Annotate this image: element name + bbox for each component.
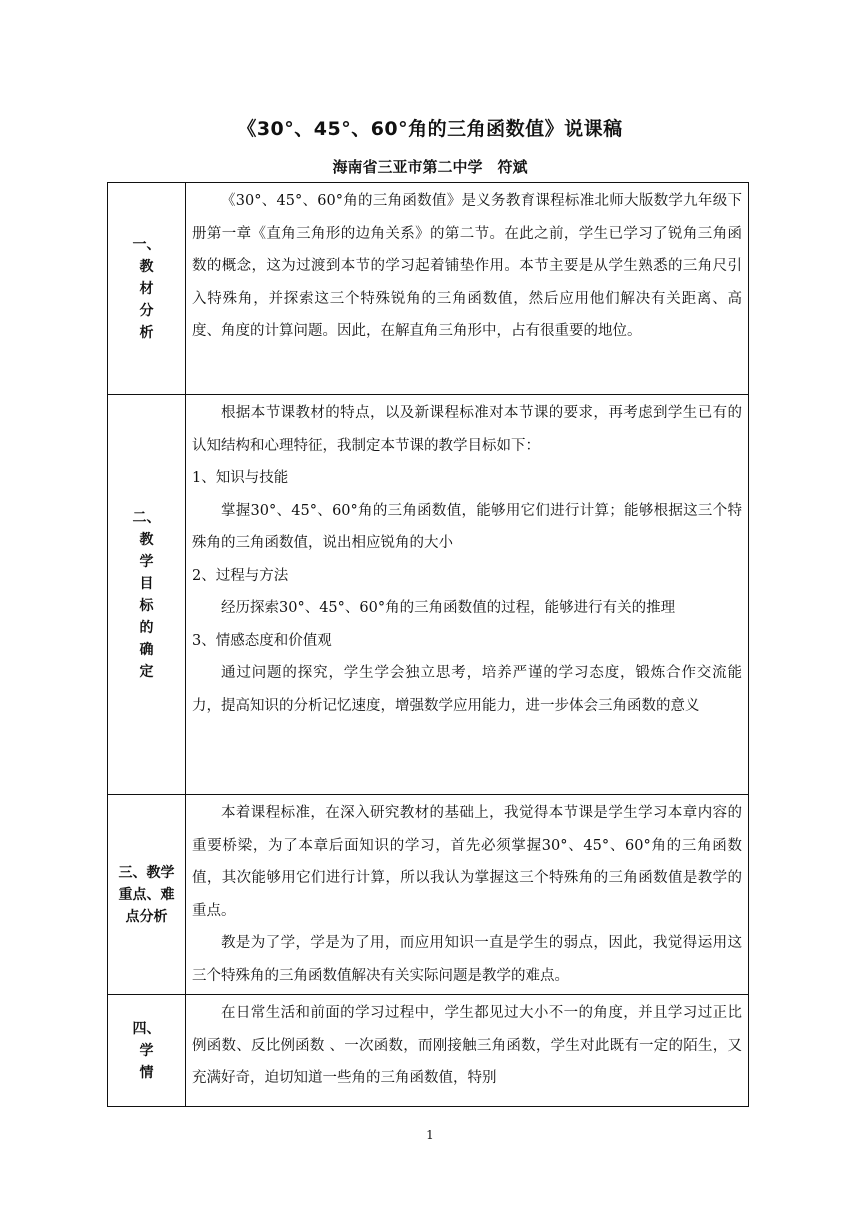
lesson-plan-table [107, 182, 749, 1107]
section-row-key-difficult-points [108, 795, 749, 995]
section-row-student-analysis [108, 995, 749, 1107]
section-row-textbook-analysis [108, 183, 749, 395]
paragraph: 掌握30°、45°、60°角的三角函数值，能够用它们进行计算；能够根据这三个特殊角的三角函数值，说出相应锐角的大小 [192, 502, 742, 551]
section-content [186, 395, 749, 795]
paragraph: 在日常生活和前面的学习过程中，学生都见过大小不一的角度，并且学习过正比例函数、反比例函数 、一次函数，而刚接触三角函数，学生对此既有一定的陌生，又充满好奇，迫切知道一些角的三角函数值，特别 [192, 1005, 742, 1086]
author-line: 海南省三亚市第二中学 符斌 [332, 158, 528, 176]
section-label: 四、 学 情 [108, 995, 186, 1107]
paragraph: 经历探索30°、45°、60°角的三角函数值的过程，能够进行有关的推理 [221, 600, 676, 616]
section-row-teaching-objectives [108, 395, 749, 795]
page-number: 1 [426, 1128, 434, 1142]
section-content [186, 795, 749, 995]
section-label: 三、教学 重点、难 点分析 [108, 795, 186, 995]
subheading: 3、情感态度和价值观 [192, 632, 332, 649]
subheading: 2、过程与方法 [192, 567, 289, 584]
paragraph: 本着课程标准，在深入研究教材的基础上，我觉得本节课是学生学习本章内容的重要桥梁，为了本章后面知识的学习，首先必须掌握30°、45°、60°角的三角函数值，其次能够用它们进行计算，所以我认为掌握这三个特殊角的三角函数值是教学的重点。 [192, 805, 742, 919]
section-label: 一、 教 材 分 析 [108, 183, 186, 395]
paragraph: 《30°、45°、60°角的三角函数值》是义务教育课程标准北师大版数学九年级下册第一章《直角三角形的边角关系》的第二节。在此之前，学生已学习了锐角三角函数的概念，这为过渡到本节的学习起着铺垫作用。本节主要是从学生熟悉的三角尺引入特殊角，并探索这三个特殊锐角的三角函数值，然后应用他们解决有关距离、高度、角度的计算问题。因此，在解直角三角形中，占有很重要的地位。 [192, 193, 742, 339]
section-content [186, 995, 749, 1107]
paragraph: 根据本节课教材的特点，以及新课程标准对本节课的要求，再考虑到学生已有的认知结构和心理特征，我制定本节课的教学目标如下： [192, 405, 742, 454]
subheading: 1、知识与技能 [192, 470, 289, 486]
paragraph: 教是为了学，学是为了用，而应用知识一直是学生的弱点，因此，我觉得运用这三个特殊角的三角函数值解决有关实际问题是教学的难点。 [192, 935, 742, 984]
section-label: 二、 教 学 目 标 的 确 定 [108, 395, 186, 795]
section-content [186, 183, 749, 395]
document-title: 《30°、45°、60°角的三角函数值》说课稿 [237, 118, 623, 140]
paragraph: 通过问题的探究，学生学会独立思考，培养严谨的学习态度，锻炼合作交流能力，提高知识的分析记忆速度，增强数学应用能力，进一步体会三角函数的意义 [192, 665, 742, 714]
